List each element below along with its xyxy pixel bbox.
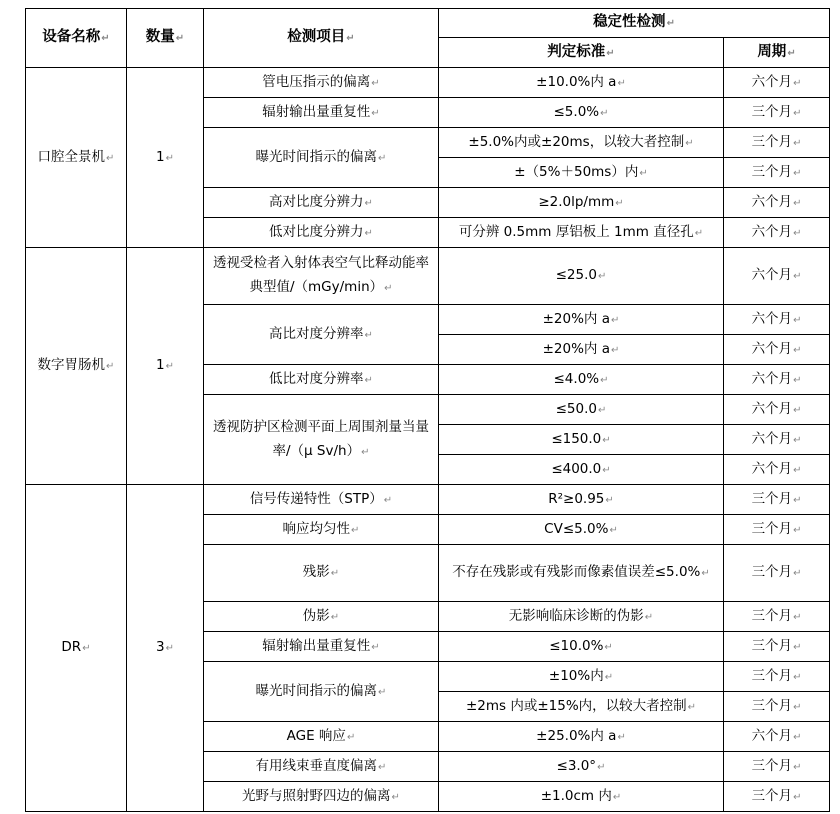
period-cell: 三个月↵: [724, 632, 830, 662]
criterion-cell: ≤5.0%↵: [439, 98, 724, 128]
criterion-cell: ±25.0%内 a↵: [439, 722, 724, 752]
period-cell: 三个月↵: [724, 662, 830, 692]
period-cell: 三个月↵: [724, 128, 830, 158]
criterion-cell: R²≥0.95↵: [439, 485, 724, 515]
stability-test-table: [25, 8, 830, 812]
criterion-cell: ≤10.0%↵: [439, 632, 724, 662]
header-row-1: [26, 9, 830, 38]
header-quantity: 数量↵: [127, 9, 204, 68]
criterion-cell: ≤50.0↵: [439, 395, 724, 425]
period-cell: 六个月↵: [724, 218, 830, 248]
quantity-cell: 1↵: [127, 68, 204, 248]
criterion-cell: ±20%内 a↵: [439, 335, 724, 365]
period-cell: 六个月↵: [724, 395, 830, 425]
quantity-cell: 1↵: [127, 248, 204, 485]
criterion-cell: ±20%内 a↵: [439, 305, 724, 335]
period-cell: 三个月↵: [724, 158, 830, 188]
period-cell: 六个月↵: [724, 425, 830, 455]
device-name-cell: 口腔全景机↵: [26, 68, 127, 248]
test-item-cell: AGE 响应↵: [204, 722, 439, 752]
stability-test-table-container: [25, 8, 829, 812]
period-cell: 六个月↵: [724, 722, 830, 752]
period-cell: 三个月↵: [724, 98, 830, 128]
period-cell: 三个月↵: [724, 485, 830, 515]
table-row: [26, 485, 830, 515]
criterion-cell: ≤400.0↵: [439, 455, 724, 485]
header-stability-test: 稳定性检测↵: [439, 9, 830, 38]
test-item-cell: 光野与照射野四边的偏离↵: [204, 782, 439, 812]
period-cell: 六个月↵: [724, 248, 830, 305]
criterion-cell: ±10%内↵: [439, 662, 724, 692]
table-row: [26, 248, 830, 305]
period-cell: 六个月↵: [724, 305, 830, 335]
header-device-name: 设备名称↵: [26, 9, 127, 68]
period-cell: 三个月↵: [724, 515, 830, 545]
test-item-cell: 曝光时间指示的偏离↵: [204, 128, 439, 188]
period-cell: 六个月↵: [724, 188, 830, 218]
criterion-cell: ≤25.0↵: [439, 248, 724, 305]
quantity-cell: 3↵: [127, 485, 204, 812]
device-name-cell: 数字胃肠机↵: [26, 248, 127, 485]
test-item-cell: 有用线束垂直度偏离↵: [204, 752, 439, 782]
period-cell: 六个月↵: [724, 455, 830, 485]
period-cell: 六个月↵: [724, 68, 830, 98]
test-item-cell: 低比对度分辨率↵: [204, 365, 439, 395]
period-cell: 六个月↵: [724, 335, 830, 365]
test-item-cell: 辐射输出量重复性↵: [204, 632, 439, 662]
criterion-cell: ≥2.0lp/mm↵: [439, 188, 724, 218]
test-item-cell: 高对比度分辨力↵: [204, 188, 439, 218]
period-cell: 三个月↵: [724, 782, 830, 812]
test-item-cell: 响应均匀性↵: [204, 515, 439, 545]
criterion-cell: ±2ms 内或±15%内，以较大者控制↵: [439, 692, 724, 722]
criterion-cell: ≤150.0↵: [439, 425, 724, 455]
device-name-cell: DR↵: [26, 485, 127, 812]
test-item-cell: 高比对度分辨率↵: [204, 305, 439, 365]
test-item-cell: 残影↵: [204, 545, 439, 602]
period-cell: 三个月↵: [724, 692, 830, 722]
criterion-cell: ±10.0%内 a↵: [439, 68, 724, 98]
criterion-cell: CV≤5.0%↵: [439, 515, 724, 545]
header-criterion: 判定标准↵: [439, 38, 724, 68]
criterion-cell: 可分辨 0.5mm 厚铝板上 1mm 直径孔↵: [439, 218, 724, 248]
table-row: [26, 68, 830, 98]
period-cell: 三个月↵: [724, 752, 830, 782]
criterion-cell: ≤4.0%↵: [439, 365, 724, 395]
test-item-cell: 辐射输出量重复性↵: [204, 98, 439, 128]
test-item-cell: 透视防护区检测平面上周围剂量当量率/（μ Sv/h）↵: [204, 395, 439, 485]
test-item-cell: 曝光时间指示的偏离↵: [204, 662, 439, 722]
criterion-cell: ≤3.0°↵: [439, 752, 724, 782]
criterion-cell: 无影响临床诊断的伪影↵: [439, 602, 724, 632]
criterion-cell: ±1.0cm 内↵: [439, 782, 724, 812]
header-period: 周期↵: [724, 38, 830, 68]
test-item-cell: 信号传递特性（STP）↵: [204, 485, 439, 515]
header-test-item: 检测项目↵: [204, 9, 439, 68]
period-cell: 三个月↵: [724, 602, 830, 632]
criterion-cell: ±5.0%内或±20ms，以较大者控制↵: [439, 128, 724, 158]
test-item-cell: 透视受检者入射体表空气比释动能率典型值/（mGy/min）↵: [204, 248, 439, 305]
period-cell: 六个月↵: [724, 365, 830, 395]
test-item-cell: 管电压指示的偏离↵: [204, 68, 439, 98]
test-item-cell: 低对比度分辨力↵: [204, 218, 439, 248]
criterion-cell: ±（5%＋50ms）内↵: [439, 158, 724, 188]
test-item-cell: 伪影↵: [204, 602, 439, 632]
period-cell: 三个月↵: [724, 545, 830, 602]
criterion-cell: 不存在残影或有残影而像素值误差≤5.0%↵: [439, 545, 724, 602]
